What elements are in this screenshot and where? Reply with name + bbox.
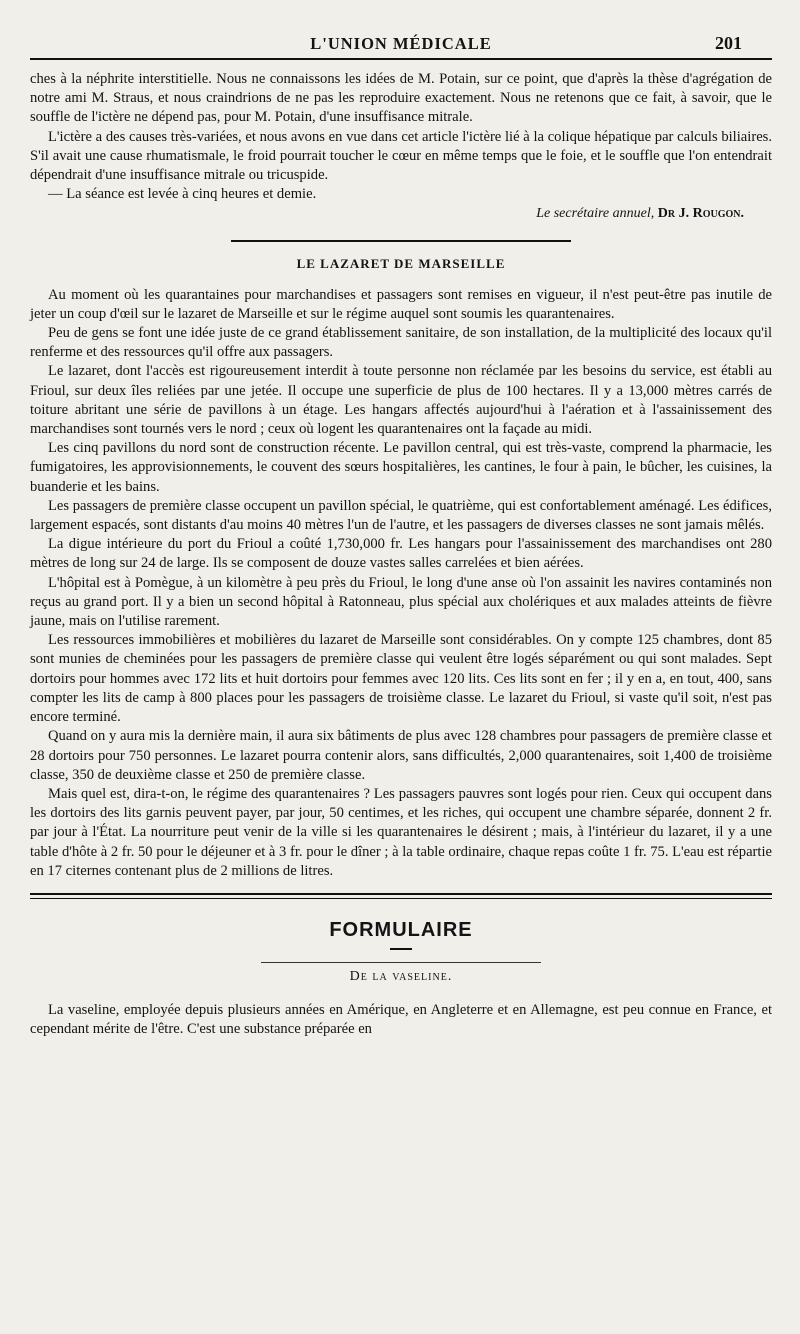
formulaire-divider	[30, 893, 772, 899]
signature	[30, 204, 772, 223]
paragraph: L'ictère a des causes très-variées, et nous avons en vue dans cet article l'ictère lié à la colique hépatique par calculs biliaires. S'il avait une cause rhumatismale, le froid pourrait toucher le cœur en même temps que le foie, et le souffle que l'on entendrait dépendrait d'une insuffisance mitrale ou tricuspide.	[30, 128, 772, 184]
running-head	[30, 0, 772, 58]
paragraph: Au moment où les quarantaines pour marchandises et passagers sont remises en vigueur, il n'est peut-être pas inutile de jeter un coup d'œil sur le lazaret de Marseille et sur le régime auquel sont soumis les quarantenaires.	[30, 286, 772, 322]
paragraph: Quand on y aura mis la dernière main, il aura six bâtiments de plus avec 128 chambres pour passagers de première classe et 28 dortoirs pour 750 personnes. Le lazaret pourra contenir alors, sans difficultés, 2,000 quarantenaires, soit 1,400 de troisième classe, 350 de deuxième classe et 250 de première classe.	[30, 728, 772, 783]
previous-article	[30, 70, 772, 204]
running-title: L'UNION MÉDICALE	[310, 34, 492, 53]
section-title: LE LAZARET DE MARSEILLE	[296, 255, 506, 271]
paragraph: ches à la néphrite interstitielle. Nous ne connaissons les idées de M. Potain, sur ce point, que d'après la thèse d'agrégation de notre ami M. Straus, et nous craindrions de ne pas les reproduire exactement. Nous ne retenons que ce fait, à savoir, que le souffle de l'ictère ne dépend pas, pour M. Potain, d'une insuffisance mitrale.	[30, 71, 772, 126]
signature-name: Dr J. Rougon.	[657, 206, 744, 222]
paragraph: Le lazaret, dont l'accès est rigoureusement interdit à toute personne non réclamée par les besoins du service, est établi au Frioul, sur deux îles reliées par une jetée. Il occupe une superficie de plus de 100 hectares. Il y a 13,000 mètres carrés de toiture abritant une série de pavillons à un étage. Les hangars affectés aujourd'hui à l'aération et à l'assainissement des marchandises sont tournés vers le nord ; ceux où logent les quarantenaires ont la façade au midi.	[30, 363, 772, 438]
paragraph: — La séance est levée à cinq heures et demie.	[48, 186, 317, 203]
page-number: 201	[715, 33, 742, 53]
section-divider	[231, 240, 571, 242]
lazaret-article	[30, 286, 772, 881]
subsection-title: De la vaseline.	[349, 968, 453, 984]
paragraph: Mais quel est, dira-t-on, le régime des quarantenaires ? Les passagers pauvres sont logés pour rien. Ceux qui occupent dans les dortoirs des lits garnis peuvent payer, par jour, 50 centimes, et les riches, qui occupent une chambre séparée, donnent 2 fr. par jour à l'État. La nourriture peut venir de la ville si les quarantenaires le désirent ; mais, à l'intérieur du lazaret, il y a une table d'hôte à 2 fr. 50 pour le déjeuner et à 3 fr. pour le dîner ; à la table ordinaire, chaque repas coûte 1 fr. 75. L'eau est répartie en 17 citernes contenant plus de 2 millions de litres.	[30, 785, 772, 879]
formulaire-article	[30, 1001, 772, 1039]
signature-role: Le secrétaire annuel,	[536, 206, 655, 222]
paragraph: L'hôpital est à Pomègue, à un kilomètre à peu près du Frioul, le long d'une anse où l'on assainit les navires contaminés non reçus au grand port. Il y a bien un second hôpital à Ratonneau, plus spécial aux cholériques et aux malades atteints de fièvre jaune, mais on l'utilise rarement.	[30, 574, 772, 630]
paragraph: La digue intérieure du port du Frioul a coûté 1,730,000 fr. Les hangars pour l'assainissement des marchandises ont 280 mètres de long sur 24 de large. Ils se composent de douze vastes salles carrelées et bien aérées.	[30, 536, 772, 572]
header-rule	[30, 58, 772, 60]
paragraph: Les cinq pavillons du nord sont de construction récente. Le pavillon central, qui est très-vaste, comprend la pharmacie, les fumigatoires, les approvisionnements, le couvent des sœurs hospitalières, les cantines, le four à pain, le bûcher, les cuisines, la buanderie et les bains.	[30, 440, 772, 495]
formulaire-title: FORMULAIRE	[329, 918, 473, 941]
title-dash	[390, 948, 412, 950]
paragraph: La vaseline, employée depuis plusieurs années en Amérique, en Angleterre et en Allemagne, est peu connue en France, et cependant mérite de l'être. C'est une substance préparée en	[30, 1001, 772, 1038]
paragraph: Peu de gens se font une idée juste de ce grand établissement sanitaire, de son installation, de la multiplicité des locaux qu'il renferme et des ressources qu'il offre aux passagers.	[30, 325, 772, 361]
paragraph: Les passagers de première classe occupent un pavillon spécial, le quatrième, qui est confortablement aménagé. Les édifices, largement espacés, sont distants d'au moins 40 mètres l'un de l'autre, et les passagers de diverses classes ne sont jamais mêlés.	[30, 497, 772, 534]
subsection-rule	[261, 962, 541, 963]
paragraph: Les ressources immobilières et mobilières du lazaret de Marseille sont considérables. On y compte 125 chambres, dont 85 sont munies de cheminées pour les passagers de première classe qui veulent être logés séparément ou qui sont malades. Sept dortoirs pour hommes avec 172 lits et huit dortoirs pour femmes avec 120 lits. Ces lits sont en fer ; il y en a, en tout, 400, sans compter les lits de camp à 800 places pour les passagers de troisième classe. Le lazaret du Frioul, si vaste qu'il soit, n'est pas encore terminé.	[30, 632, 772, 726]
